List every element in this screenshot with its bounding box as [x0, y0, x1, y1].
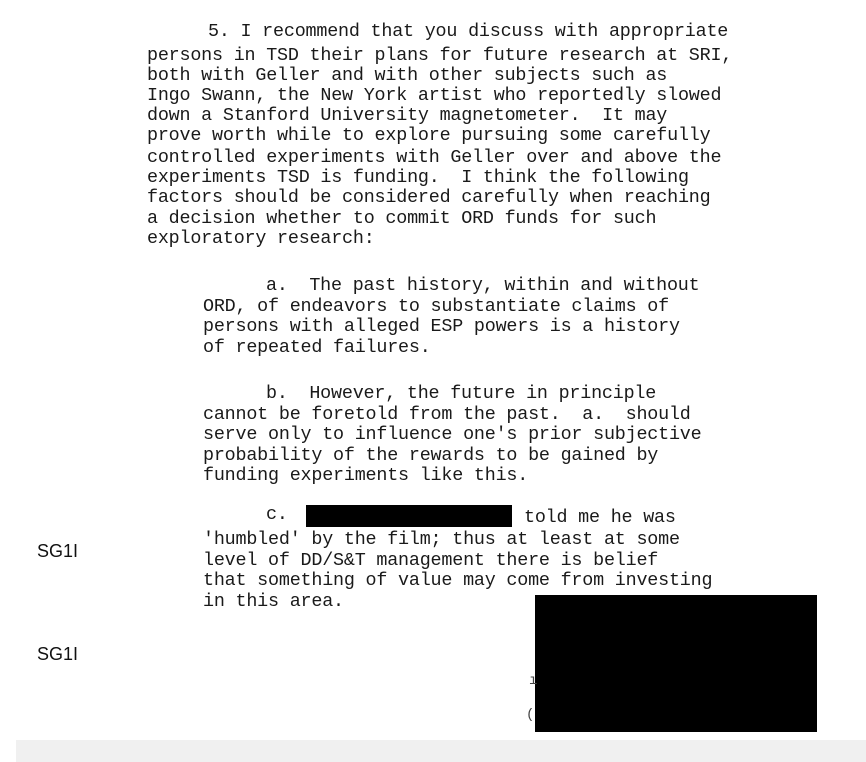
text-line: a. The past history, within and without — [266, 275, 700, 296]
text-line: probability of the rewards to be gained by — [203, 445, 659, 466]
text-line: serve only to influence one's prior subjective — [203, 424, 702, 445]
text-line: a decision whether to commit ORD funds for such — [147, 208, 657, 229]
text-line: level of DD/S&T management there is belief — [203, 550, 659, 571]
text-line: b. However, the future in principle — [266, 383, 657, 404]
scan-speck: ( — [526, 707, 535, 723]
text-line: persons in TSD their plans for future research at SRI, — [147, 45, 733, 66]
text-line: in this area. — [203, 591, 344, 612]
scan-speck: ı — [529, 673, 538, 689]
margin-label-sg1i: SG1I — [37, 541, 79, 561]
text-line: 'humbled' by the film; thus at least at some — [203, 529, 680, 550]
text-line: that something of value may come from investing — [203, 570, 713, 591]
text-line: told me he was — [524, 507, 676, 528]
redaction-bar — [306, 505, 512, 527]
text-line: Ingo Swann, the New York artist who reportedly slowed — [147, 85, 722, 106]
margin-label-sg1i: SG1I — [37, 644, 79, 664]
page-bottom-edge — [16, 740, 866, 762]
text-line: persons with alleged ESP powers is a history — [203, 316, 680, 337]
text-line: funding experiments like this. — [203, 465, 529, 486]
text-line: cannot be foretold from the past. a. should — [203, 404, 691, 425]
redaction-block — [535, 595, 817, 732]
text-line: of repeated failures. — [203, 337, 431, 358]
text-line: 5. I recommend that you discuss with appropriate — [208, 21, 729, 42]
text-line: prove worth while to explore pursuing some carefully — [147, 125, 711, 146]
text-line: controlled experiments with Geller over and above the — [147, 147, 722, 168]
text-line: factors should be considered carefully when reaching — [147, 187, 711, 208]
text-line: experiments TSD is funding. I think the following — [147, 167, 689, 188]
text-line: down a Stanford University magnetometer. It may — [147, 105, 668, 126]
text-line: both with Geller and with other subjects such as — [147, 65, 668, 86]
text-line: exploratory research: — [147, 228, 375, 249]
text-line: ORD, of endeavors to substantiate claims of — [203, 296, 669, 317]
text-line: c. — [266, 504, 288, 525]
